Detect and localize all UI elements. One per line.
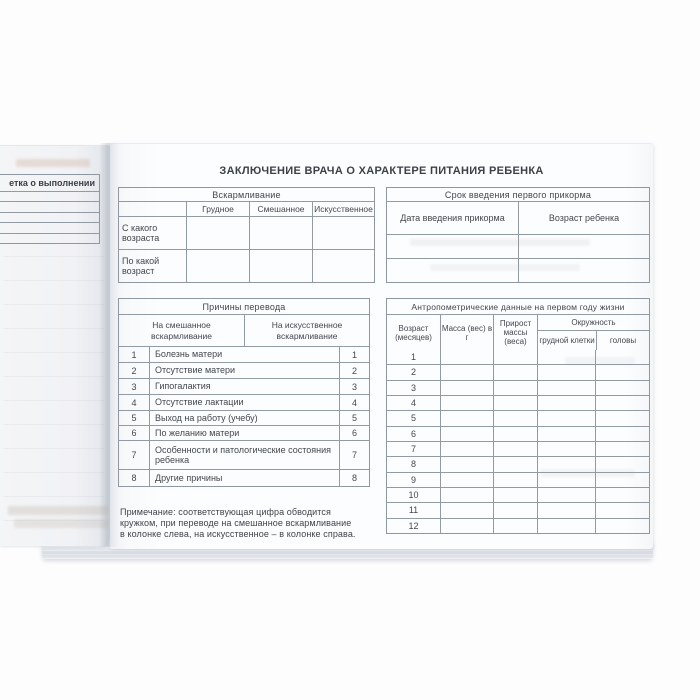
completion-empty-row — [0, 191, 99, 201]
gain-cell — [493, 442, 537, 456]
feeding-row-label-from-age: С какого возраста — [122, 222, 160, 243]
anthro-title: Антропометрические данные на первом году жизни — [411, 301, 625, 312]
reason-num-left: 5 — [131, 413, 137, 423]
head-cell — [595, 427, 649, 441]
first-food-empty-cell — [518, 235, 649, 258]
gain-cell — [493, 457, 537, 471]
anthro-col-circumference: Окружность — [538, 315, 649, 331]
anthro-col-gain: Прирост массы (веса) — [493, 315, 537, 350]
head-cell — [595, 411, 649, 425]
gain-cell — [493, 396, 537, 410]
anthro-row — [387, 441, 649, 456]
month-cell: 9 — [410, 474, 416, 485]
note-line: Примечание: соответствующая цифра обводится — [120, 507, 331, 517]
feeding-empty-cell — [312, 250, 374, 282]
first-food-empty-cell — [387, 235, 518, 258]
feeding-col-breast: Грудное — [186, 202, 249, 216]
mass-cell — [440, 442, 493, 456]
reason-num-right: 1 — [339, 347, 369, 362]
feeding-empty-cell — [312, 217, 374, 249]
head-cell — [595, 396, 649, 410]
gain-cell — [493, 381, 537, 395]
head-cell — [595, 350, 649, 364]
mass-cell — [440, 519, 493, 533]
mass-cell — [440, 473, 493, 487]
first-food-empty-cell — [518, 259, 649, 282]
left-page — [0, 145, 110, 546]
reason-num-left: 3 — [131, 381, 137, 392]
reason-label: Другие причины — [149, 470, 339, 486]
completion-empty-row — [0, 233, 99, 243]
mass-cell — [440, 411, 493, 425]
reason-label: По желанию матери — [149, 426, 339, 440]
completion-empty-row — [0, 212, 99, 222]
head-cell — [595, 503, 649, 517]
chest-cell — [537, 381, 595, 395]
mass-cell — [440, 396, 493, 410]
mass-cell — [440, 427, 493, 441]
reasons-col-artificial: На искусственное вскармливание — [244, 315, 369, 346]
gain-cell — [493, 411, 537, 425]
completion-table — [0, 174, 100, 244]
month-cell: 4 — [410, 398, 416, 409]
anthro-row — [387, 518, 649, 533]
booklet-photo — [0, 141, 658, 563]
first-food-table — [386, 187, 650, 283]
anthro-row — [387, 364, 649, 379]
mass-cell — [440, 350, 493, 364]
anthro-row — [387, 472, 649, 487]
reason-num-right: 4 — [339, 395, 369, 410]
anthro-col-circumference-group — [537, 315, 649, 350]
month-cell: 6 — [410, 428, 416, 439]
month-cell: 11 — [408, 505, 419, 516]
completion-table-header: етка о выполнении — [9, 178, 95, 188]
chest-cell — [537, 350, 595, 364]
transfer-reasons-table — [118, 298, 370, 487]
head-cell — [595, 442, 649, 456]
gain-cell — [493, 519, 537, 533]
reason-num-left: 7 — [131, 450, 137, 460]
gain-cell — [493, 488, 537, 502]
gain-cell — [493, 503, 537, 517]
head-cell — [595, 473, 649, 487]
mass-cell — [440, 365, 493, 379]
reason-num-left: 6 — [131, 428, 137, 438]
anthro-col-age: Возраст (месяцев) — [395, 323, 432, 342]
gain-cell — [493, 427, 537, 441]
showthrough-ghost — [16, 159, 90, 167]
month-cell: 2 — [410, 367, 416, 378]
mass-cell — [440, 457, 493, 471]
feeding-corner-cell — [119, 202, 186, 216]
note-line: в колонке слева, на искусственное – в колонке справа. — [120, 529, 356, 539]
chest-cell — [537, 457, 595, 471]
reason-num-left: 8 — [131, 473, 137, 483]
reason-num-right: 3 — [339, 379, 369, 394]
anthro-row — [387, 426, 649, 441]
reason-num-right: 6 — [339, 426, 369, 440]
mass-cell — [440, 488, 493, 502]
gain-cell — [493, 365, 537, 379]
mass-cell — [440, 503, 493, 517]
month-cell: 7 — [410, 444, 416, 455]
first-food-empty-cell — [387, 259, 518, 282]
reasons-col-mixed: На смешанное вскармливание — [151, 319, 212, 341]
anthro-row — [387, 456, 649, 471]
reason-label: Особенности и патологические состояния ребенка — [149, 441, 339, 469]
gain-cell — [493, 350, 537, 364]
anthro-row — [387, 502, 649, 517]
reason-label: Отсутствие лактации — [149, 395, 339, 410]
feeding-col-mixed: Смешанное — [249, 202, 312, 216]
reason-label: Болезнь матери — [149, 347, 339, 362]
anthro-col-head: головы — [596, 331, 649, 350]
anthro-row — [387, 380, 649, 395]
reason-num-right: 8 — [339, 470, 369, 486]
note-line: кружком, при переводе на смешанное вскармливание — [120, 518, 352, 528]
feeding-empty-cell — [249, 250, 312, 282]
chest-cell — [537, 411, 595, 425]
completion-empty-row — [0, 222, 99, 232]
first-food-title: Срок введения первого прикорма — [444, 189, 592, 200]
anthro-col-mass: Масса (вес) в г — [440, 315, 493, 350]
first-food-col-date: Дата введения прикорма — [400, 212, 505, 223]
reason-num-left: 2 — [131, 365, 137, 376]
feeding-empty-cell — [249, 217, 312, 249]
feeding-empty-cell — [186, 217, 249, 249]
chest-cell — [537, 365, 595, 379]
anthropometry-table — [386, 298, 650, 534]
gain-cell — [493, 473, 537, 487]
reason-num-left: 1 — [131, 349, 137, 360]
anthro-rows — [387, 350, 649, 533]
head-cell — [595, 381, 649, 395]
anthro-row — [387, 487, 649, 502]
feeding-col-artificial: Искусственное — [312, 202, 374, 216]
chest-cell — [537, 519, 595, 533]
month-cell: 5 — [410, 413, 416, 424]
reason-num-right: 5 — [339, 411, 369, 425]
chest-cell — [537, 473, 595, 487]
month-cell: 1 — [410, 352, 416, 363]
head-cell — [595, 519, 649, 533]
month-cell: 8 — [410, 459, 416, 470]
first-food-col-age: Возраст ребенка — [518, 202, 649, 234]
reason-label: Гипогалактия — [149, 379, 339, 394]
mass-cell — [440, 381, 493, 395]
anthro-row — [387, 350, 649, 364]
anthro-col-chest: грудной клетки — [539, 336, 595, 345]
reason-num-left: 4 — [131, 397, 137, 408]
head-cell — [595, 365, 649, 379]
chest-cell — [537, 396, 595, 410]
reason-label: Выход на работу (учебу) — [149, 411, 339, 425]
showthrough-ghost — [14, 519, 108, 528]
feeding-table-title: Вскармливание — [212, 189, 281, 200]
showthrough-grid — [4, 256, 104, 544]
month-cell: 12 — [408, 520, 419, 531]
chest-cell — [537, 488, 595, 502]
chest-cell — [537, 503, 595, 517]
completion-empty-row — [0, 201, 99, 211]
month-cell: 3 — [410, 382, 416, 393]
month-cell: 10 — [408, 490, 419, 501]
anthro-row — [387, 395, 649, 410]
feeding-table — [118, 187, 375, 283]
page-title: ЗАКЛЮЧЕНИЕ ВРАЧА О ХАРАКТЕРЕ ПИТАНИЯ РЕБЕНКА — [219, 165, 544, 177]
feeding-empty-cell — [186, 250, 249, 282]
chest-cell — [537, 442, 595, 456]
feeding-row-label-until-age: По какой возраст — [122, 255, 160, 276]
right-page — [110, 143, 653, 549]
head-cell — [595, 457, 649, 471]
showthrough-ghost — [8, 506, 108, 515]
reason-label: Отсутствие матери — [149, 363, 339, 378]
reason-num-right: 7 — [339, 441, 369, 469]
reasons-title: Причины перевода — [202, 301, 286, 312]
note-text — [120, 507, 406, 540]
anthro-row — [387, 410, 649, 425]
chest-cell — [537, 427, 595, 441]
head-cell — [595, 488, 649, 502]
reason-num-right: 2 — [339, 363, 369, 378]
